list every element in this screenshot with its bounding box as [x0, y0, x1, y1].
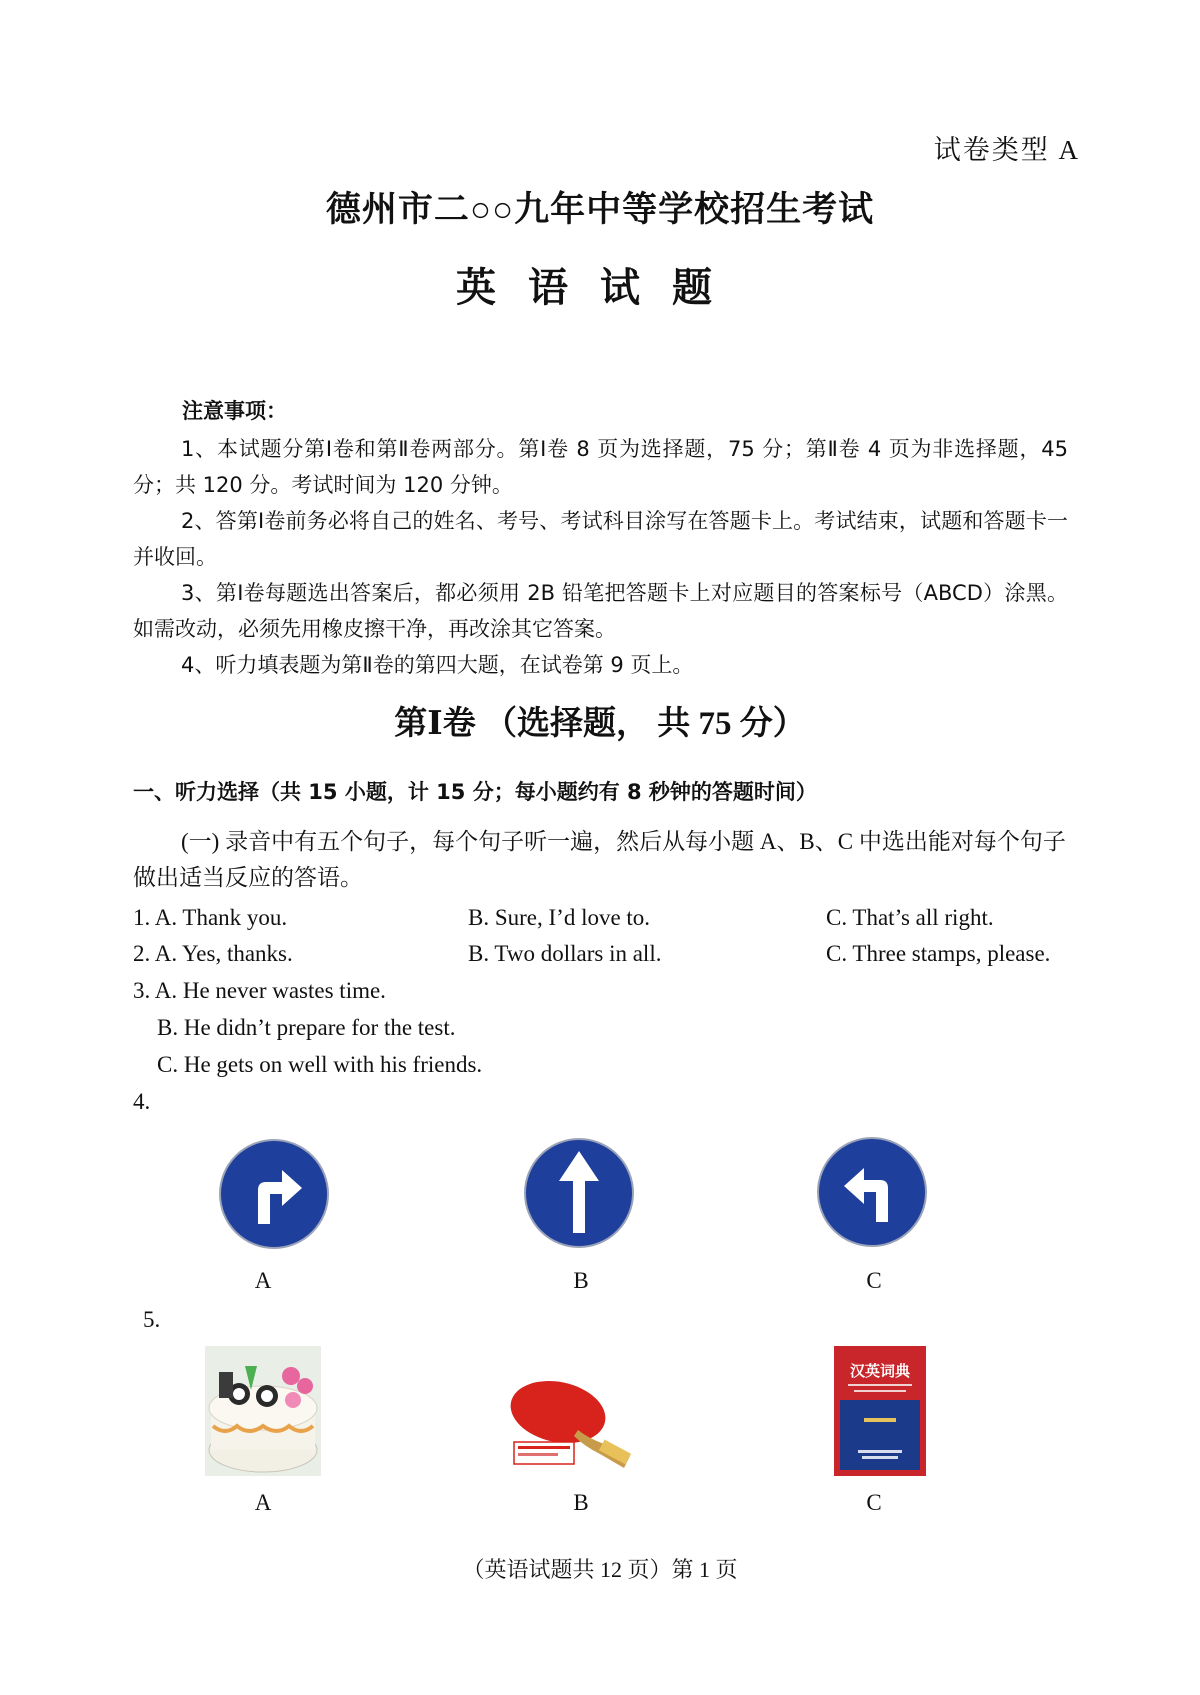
part-title: 第Ⅰ卷 （选择题， 共 75 分）	[394, 706, 806, 742]
subsection-intro: (一) 录音中有五个句子，每个句子听一遍，然后从每小题 A、B、C 中选出能对每个句子做出适当反应的答语。	[133, 829, 1066, 890]
notice-heading: 注意事项：	[182, 399, 287, 423]
exam-title: 德州市二○○九年中等学校招生考试	[325, 190, 875, 229]
notice-item: 1、本试题分第Ⅰ卷和第Ⅱ卷两部分。第Ⅰ卷 8 页为选择题，75 分；第Ⅱ卷 4 页为非选择题，45 分；共 120 分。考试时间为 120 分钟。	[133, 437, 1068, 497]
q4-label-a: A	[254, 1268, 272, 1293]
q1-option-c: C. That’s all right.	[826, 905, 994, 930]
q4-label-c: C	[866, 1268, 882, 1293]
dictionary-title: 汉英词典	[849, 1362, 911, 1380]
subject-title: 英语试题	[456, 265, 744, 310]
q1-option-b: B. Sure, I’d love to.	[468, 905, 651, 930]
notice-item: 3、第Ⅰ卷每题选出答案后，都必须用 2B 铅笔把答题卡上对应题目的答案标号（ABCD）涂黑。如需改动，必须先用橡皮擦干净，再改涂其它答案。	[133, 581, 1068, 641]
q3-option-c: C. He gets on well with his friends.	[157, 1052, 483, 1077]
q2-option-b: B. Two dollars in all.	[468, 941, 662, 966]
notice-list	[133, 431, 1068, 683]
q2-option-a: 2. A. Yes, thanks.	[133, 941, 293, 966]
q5-number: 5.	[143, 1307, 161, 1332]
q5-label-b: B	[573, 1490, 589, 1515]
q5-label-c: C	[866, 1490, 882, 1515]
paper-type: 试卷类型 A	[933, 135, 1080, 165]
dictionary-book-icon	[834, 1346, 926, 1476]
go-straight-sign-icon	[523, 1137, 635, 1249]
birthday-cake-icon	[205, 1346, 321, 1476]
page-footer: （英语试题共 12 页）第 1 页	[462, 1557, 738, 1582]
q2-option-c: C. Three stamps, please.	[826, 941, 1051, 966]
turn-right-sign-icon	[218, 1138, 330, 1250]
q3-option-a: 3. A. He never wastes time.	[133, 978, 386, 1003]
q5-label-a: A	[254, 1490, 272, 1515]
q4-label-b: B	[573, 1268, 589, 1293]
notice-item: 2、答第Ⅰ卷前务必将自己的姓名、考号、考试科目涂写在答题卡上。考试结束，试题和答题卡一并收回。	[133, 509, 1068, 569]
ping-pong-paddle-icon	[508, 1380, 636, 1472]
turn-left-sign-icon	[816, 1136, 928, 1248]
q3-option-b: B. He didn’t prepare for the test.	[157, 1015, 456, 1040]
q1-option-a: 1. A. Thank you.	[133, 905, 288, 930]
section-title: 一、听力选择（共 15 小题，计 15 分；每小题约有 8 秒钟的答题时间）	[133, 780, 817, 804]
q4-number: 4.	[133, 1089, 151, 1114]
notice-item: 4、听力填表题为第Ⅱ卷的第四大题，在试卷第 9 页上。	[181, 653, 694, 677]
